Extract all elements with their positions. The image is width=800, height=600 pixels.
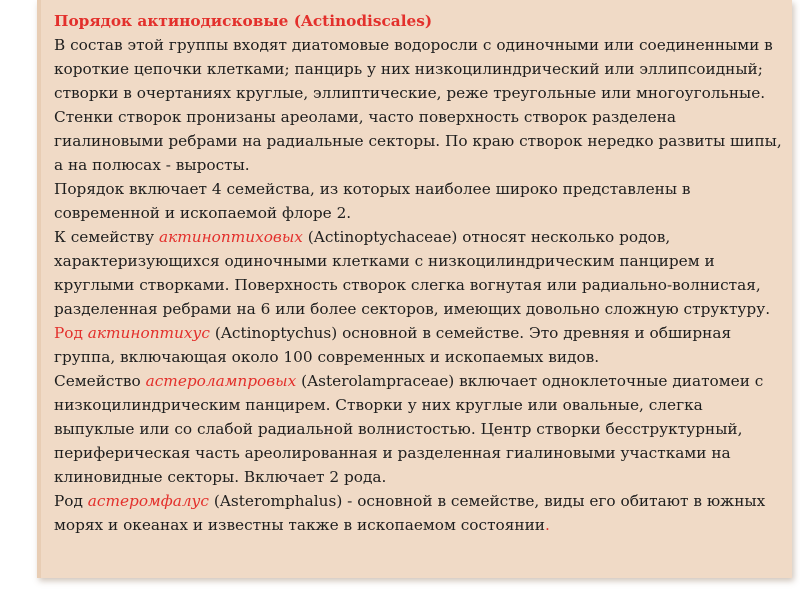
latin-open: ( [209,324,221,342]
end-period: . [545,516,550,534]
rest-text: ) относят несколько родов, характеризующихся одиночными клетками с низкоцилиндрическим панцирем и круглыми створками. Поверхность створок слегка вогнутая или радиально-волнистая, разделенная ребрами на 6 или более секторов, имеющих довольно сложную структуру. [54,228,771,318]
genus-name-ru: актиноптихус [87,324,210,342]
latin-open: ( [296,372,308,390]
family-name-ru: актиноптиховых [158,228,303,246]
lead-text: К семейству [54,228,159,246]
lead-text: Семейство [54,372,146,390]
paragraph-families-count: Порядок включает 4 семейства, из которых наиболее широко представлены в современной и ископаемой флоре 2. [54,180,691,222]
slide-body [54,9,784,537]
lead-text: Род [54,492,88,510]
latin-open: ( [209,492,220,510]
family-name-latin: Asterolampraceae [307,372,449,390]
lead-text: Род [54,324,88,342]
paragraph-asteromphalus [54,489,784,537]
paragraph-actinoptychus [54,321,784,369]
genus-name-ru: астеромфалус [87,492,209,510]
latin-open: ( [302,228,314,246]
slide-title: Порядок актинодисковые (Actinodiscales) [54,12,433,30]
paragraph-order-description: В состав этой группы входят диатомовые водоросли с одиночными или соединенными в короткие цепочки клетками; панцирь у них низкоцилиндрический или эллипсоидный; створки в очертаниях круглые, эллиптические, реже треугольные или многоугольные. Стенки створок пронизаны ареолами, часто поверхность створок разделена гиалиновыми ребрами на радиальные секторы. По краю створок нередко развиты шипы, а на полюсах - выросты. [54,36,782,174]
paragraph-asterolampraceae [54,369,784,489]
rest-text: ) основной в семействе. Это древняя и обширная группа, включающая около 100 современных и ископаемых видов. [54,324,732,366]
family-name-latin: Actinoptychaceae [313,228,452,246]
paragraph-actinoptychaceae [54,225,784,321]
rest-text: ) включает одноклеточные диатомеи с низкоцилиндрическим панцирем. Створки у них круглые или овальные, слегка выпуклые или со слабой радиальной волнистостью. Центр створки бесструктурный, периферическая часть ареолированная и разделенная гиалиновыми участками на клиновидные секторы. Включает 2 рода. [54,372,764,486]
rest-text: ) - основной в семействе, виды его обитают в южных морях и океанах и известны также в ископаемом состоянии [54,492,766,534]
genus-name-latin: Asteromphalus [219,492,337,510]
family-name-ru: астеролампровых [145,372,297,390]
genus-name-latin: Actinoptychus [220,324,332,342]
